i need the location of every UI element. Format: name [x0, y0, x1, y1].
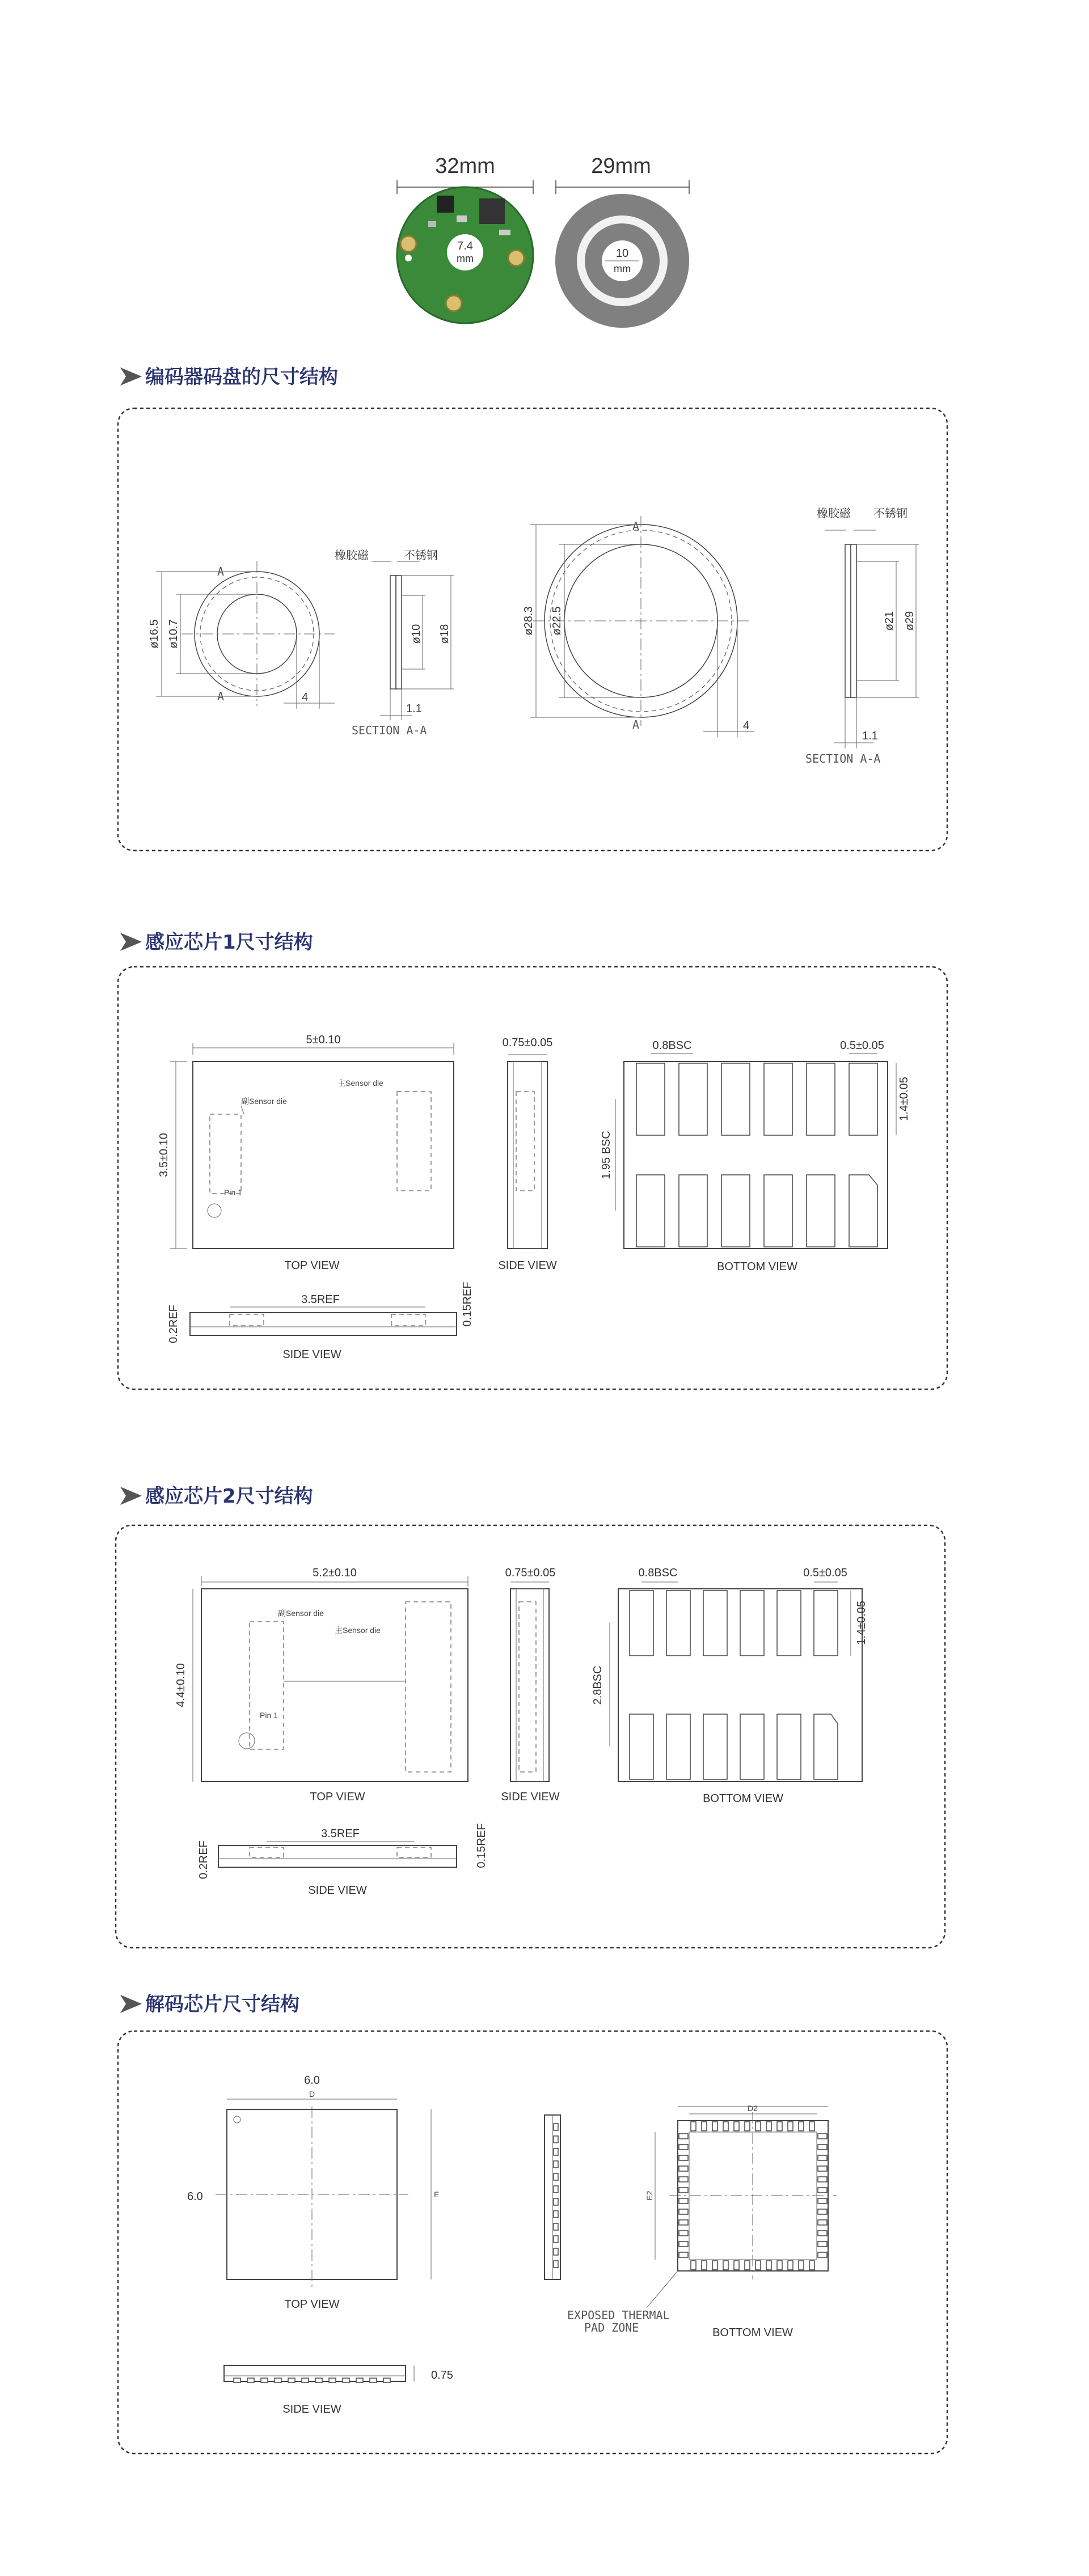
decoder-bottom-e: E2	[645, 2190, 654, 2201]
svg-text:感应芯片2尺寸结构: 感应芯片2尺寸结构	[145, 1485, 313, 1508]
pin	[315, 2378, 322, 2383]
pin	[554, 2236, 558, 2243]
arrow-icon	[120, 1995, 142, 2013]
chip1-side-thick: 0.75±0.05	[502, 1037, 553, 1049]
pin	[809, 2261, 814, 2270]
large-sec-rubber: 橡胶磁	[817, 507, 851, 520]
svg-text:A: A	[632, 519, 640, 533]
pin	[788, 2122, 793, 2131]
svg-text:解码芯片尺寸结构: 解码芯片尺寸结构	[145, 1993, 299, 2016]
large-sec-caption: SECTION A-A	[805, 752, 881, 765]
pin	[247, 2378, 254, 2383]
large-sec-thick: 1.1	[862, 730, 878, 742]
svg-text:A: A	[632, 718, 640, 731]
pin	[679, 2144, 688, 2150]
chip1-pad-h: 1.4±0.05	[898, 1077, 910, 1121]
pin	[554, 2223, 558, 2230]
small-sec-steel: 不锈钢	[404, 549, 438, 562]
chip1-top-view	[158, 1034, 454, 1272]
pin	[554, 2136, 558, 2143]
small-sec-d-a: ø10	[410, 624, 423, 644]
pin	[679, 2220, 688, 2225]
pad	[636, 1063, 665, 1135]
encoder-small-section	[335, 549, 454, 737]
chip1-bottom-view	[600, 1039, 910, 1273]
pad	[666, 1591, 690, 1656]
pcb-chip-2	[479, 198, 505, 224]
pin	[288, 2378, 295, 2383]
large-width: 4	[743, 720, 750, 732]
pad	[849, 1063, 877, 1135]
chip2-sensor-a-label: 副Sensor die	[278, 1609, 324, 1618]
pcb-pad-bottom	[446, 295, 462, 311]
pad	[764, 1063, 792, 1135]
pin	[554, 2148, 558, 2155]
chip1-sensor-b-label: 主Sensor die	[337, 1078, 383, 1088]
pin	[383, 2378, 390, 2383]
pin	[818, 2188, 827, 2193]
pin	[554, 2211, 558, 2218]
pin	[679, 2209, 688, 2214]
pin	[818, 2144, 827, 2150]
disc-center-unit: mm	[614, 263, 631, 274]
chip2-pad-w: 0.5±0.05	[803, 1567, 847, 1579]
decoder-top-e: E	[434, 2190, 440, 2199]
pcb-width-label: 32mm	[435, 154, 495, 178]
pad	[777, 1591, 801, 1656]
pin	[818, 2134, 827, 2139]
pcb-chip-1	[437, 196, 454, 213]
chip1-ref-h: 0.2REF	[167, 1305, 180, 1343]
pad	[666, 1714, 690, 1779]
pin	[679, 2241, 688, 2247]
pin	[818, 2209, 827, 2214]
chip2-side-view-1	[501, 1567, 559, 1803]
pad-pin1	[814, 1714, 838, 1779]
pin	[755, 2122, 761, 2131]
pin	[723, 2122, 728, 2131]
chip1-side-view-2-label: SIDE VIEW	[282, 1348, 341, 1361]
pin	[799, 2122, 804, 2131]
pin	[777, 2122, 782, 2131]
chip1-pad-w: 0.5±0.05	[840, 1039, 884, 1052]
chip1-height: 3.5±0.10	[158, 1133, 170, 1177]
pcb-pad-left	[400, 236, 416, 252]
chip1-side-view-2	[167, 1282, 474, 1361]
pin	[712, 2261, 717, 2270]
pin	[691, 2122, 696, 2131]
pin	[691, 2261, 696, 2270]
decoder-side-view	[224, 2366, 453, 2416]
pin	[554, 2161, 558, 2168]
chip2-ref-h: 0.2REF	[197, 1841, 210, 1879]
pin	[818, 2220, 827, 2225]
svg-text:A: A	[217, 565, 225, 578]
pin	[818, 2166, 827, 2171]
decoder-exposed-1: EXPOSED THERMAL	[567, 2308, 670, 2322]
pin	[766, 2261, 771, 2270]
chip2-pitch: 0.8BSC	[638, 1567, 678, 1579]
pad	[721, 1175, 750, 1247]
chip2-side-view-label: SIDE VIEW	[501, 1791, 560, 1803]
disc-center-label: 10	[615, 247, 629, 260]
large-sec-d-b: ø29	[904, 611, 916, 631]
decoder-top-view	[187, 2074, 439, 2311]
small-sec-caption: SECTION A-A	[352, 724, 427, 737]
pin	[745, 2122, 750, 2131]
pin	[723, 2261, 728, 2270]
pin	[370, 2378, 377, 2383]
chip1-bottom-view-label: BOTTOM VIEW	[717, 1260, 797, 1273]
small-d-outer: ø16.5	[148, 619, 161, 649]
chip2-ref-t: 0.15REF	[475, 1823, 488, 1868]
chip2-pin1-label: Pin 1	[260, 1711, 278, 1720]
pad	[636, 1175, 665, 1247]
chip1-width: 5±0.10	[306, 1034, 341, 1046]
pad	[740, 1591, 764, 1656]
pad	[777, 1714, 801, 1779]
encoder-small-ring	[148, 561, 335, 709]
pin	[799, 2261, 804, 2270]
chip2-row-span: 2.8BSC	[592, 1665, 604, 1705]
chip2-sensor-b-label: 主Sensor die	[335, 1626, 381, 1635]
pad	[721, 1063, 750, 1135]
pin	[712, 2122, 717, 2131]
pin	[554, 2248, 558, 2255]
chip1-side-view-label: SIDE VIEW	[498, 1259, 557, 1272]
chip2-side-thick: 0.75±0.05	[505, 1567, 556, 1579]
pad	[703, 1591, 727, 1656]
chip2-height: 4.4±0.10	[175, 1663, 187, 1707]
pin	[777, 2261, 782, 2270]
chip2-pad-h: 1.4±0.05	[855, 1601, 868, 1645]
pin	[734, 2261, 739, 2270]
chip1-ref-t: 0.15REF	[461, 1281, 474, 1327]
chip1-row-span: 1.95 BSC	[600, 1131, 613, 1179]
pad	[679, 1175, 707, 1247]
pin	[679, 2231, 688, 2236]
chip2-top-view	[175, 1567, 468, 1803]
pin	[554, 2261, 558, 2268]
decoder-side-view-label: SIDE VIEW	[282, 2403, 341, 2416]
pad	[630, 1714, 653, 1779]
decoder-width: 6.0	[304, 2074, 320, 2087]
pin	[745, 2261, 750, 2270]
large-sec-d-a: ø21	[883, 611, 896, 631]
chip1-pin1-label: Pin 1	[224, 1188, 242, 1197]
chip1-top-view-label: TOP VIEW	[284, 1259, 340, 1272]
pin	[554, 2124, 558, 2130]
chip1-side-view-1	[498, 1037, 556, 1272]
pin	[766, 2122, 771, 2131]
top-photos	[397, 154, 689, 328]
section-header-1	[120, 366, 338, 388]
chip2-bottom-view	[592, 1567, 868, 1805]
section-header-3	[120, 1485, 313, 1508]
chip2-side-view-2	[197, 1824, 488, 1897]
pin	[679, 2188, 688, 2193]
small-d-inner: ø10.7	[167, 619, 180, 649]
decoder-height: 6.0	[187, 2190, 203, 2203]
svg-text:编码器码盘的尺寸结构: 编码器码盘的尺寸结构	[145, 366, 338, 388]
pin	[818, 2241, 827, 2247]
pad	[630, 1591, 653, 1656]
pin	[679, 2166, 688, 2171]
pin	[343, 2378, 349, 2383]
arrow-icon	[120, 933, 142, 951]
pad	[740, 1714, 764, 1779]
svg-text:感应芯片1尺寸结构: 感应芯片1尺寸结构	[145, 931, 313, 954]
pin	[788, 2261, 793, 2270]
decoder-bottom-d: D2	[748, 2104, 758, 2113]
pin	[818, 2155, 827, 2160]
pin	[818, 2198, 827, 2203]
pad	[807, 1175, 835, 1247]
chip1-ref-len: 3.5REF	[301, 1293, 340, 1306]
pin	[702, 2122, 707, 2131]
pad-pin1	[849, 1175, 877, 1247]
section-header-4	[120, 1993, 299, 2016]
decoder-top-d: D	[309, 2089, 315, 2099]
pin	[818, 2252, 827, 2257]
chip2-top-view-label: TOP VIEW	[310, 1791, 365, 1803]
small-sec-rubber: 橡胶磁	[335, 549, 369, 562]
arrow-icon	[120, 1487, 142, 1505]
pin	[818, 2177, 827, 2182]
small-width: 4	[302, 691, 309, 704]
svg-text:A: A	[217, 690, 225, 703]
encoder-large-ring	[522, 516, 754, 737]
decoder-bottom-view	[567, 2104, 837, 2339]
large-d-outer: ø28.3	[522, 606, 535, 636]
pin	[809, 2122, 814, 2131]
pin	[679, 2134, 688, 2139]
chip1-sensor-a-label: 副Sensor die	[241, 1097, 287, 1106]
small-sec-d-b: ø18	[438, 624, 451, 644]
pin	[329, 2378, 336, 2383]
chip1-pitch: 0.8BSC	[652, 1039, 692, 1052]
pin	[679, 2155, 688, 2160]
pcb-center-unit: mm	[457, 253, 474, 264]
pin	[702, 2261, 707, 2270]
decoder-exposed-2: PAD ZONE	[584, 2321, 639, 2334]
small-sec-thick: 1.1	[406, 703, 422, 715]
encoder-large-section	[805, 507, 919, 765]
pin	[234, 2378, 240, 2383]
pin	[818, 2231, 827, 2236]
chip2-ref-len: 3.5REF	[321, 1828, 360, 1840]
pin	[755, 2261, 761, 2270]
pin	[356, 2378, 363, 2383]
pin	[679, 2198, 688, 2203]
pin	[554, 2198, 558, 2205]
pin	[554, 2186, 558, 2193]
decoder-edge-view	[544, 2115, 560, 2279]
pcb-pad-right	[508, 250, 524, 266]
large-d-inner: ø22.5	[551, 606, 563, 636]
large-sec-steel: 不锈钢	[873, 507, 907, 520]
pad	[807, 1063, 835, 1135]
chip2-bottom-view-label: BOTTOM VIEW	[703, 1792, 783, 1805]
pin	[302, 2378, 309, 2383]
disc-width-label: 29mm	[591, 154, 651, 178]
chip2-side-view-2-label: SIDE VIEW	[308, 1884, 367, 1897]
pin	[679, 2252, 688, 2257]
pin	[275, 2378, 281, 2383]
pin	[734, 2122, 739, 2131]
pad	[679, 1063, 707, 1135]
pin	[554, 2173, 558, 2180]
decoder-top-view-label: TOP VIEW	[284, 2298, 340, 2311]
arrow-icon	[120, 367, 142, 386]
section-header-2	[120, 931, 313, 954]
chip2-width: 5.2±0.10	[313, 1567, 357, 1579]
pin	[261, 2378, 268, 2383]
pad	[703, 1714, 727, 1779]
pad	[764, 1175, 792, 1247]
pad	[814, 1591, 838, 1656]
decoder-thick: 0.75	[431, 2369, 453, 2382]
decoder-bottom-view-label: BOTTOM VIEW	[712, 2327, 793, 2339]
pcb-center-label: 7.4	[457, 240, 473, 252]
pin	[679, 2177, 688, 2182]
